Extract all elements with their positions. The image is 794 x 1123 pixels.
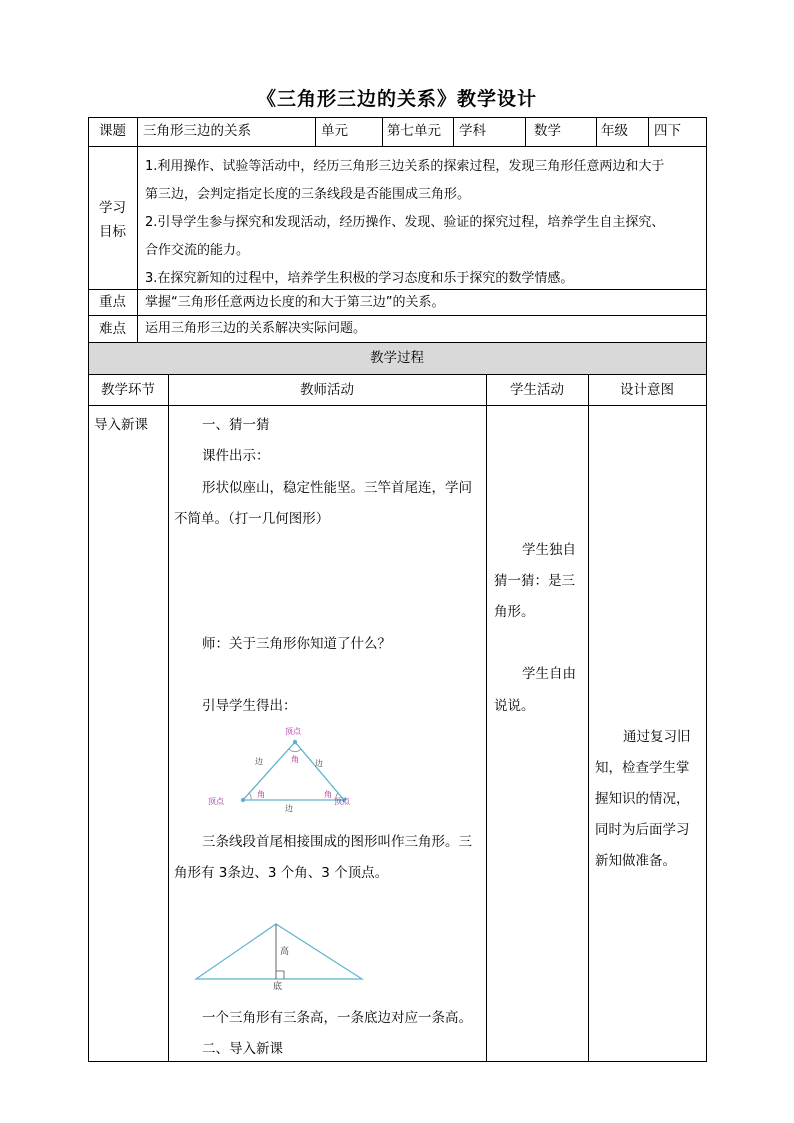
- goal-line: 2.引导学生参与探究和发现活动，经历操作、发现、验证的探究过程，培养学生自主探究、: [145, 215, 665, 230]
- goal-line: 第三边，会判定指定长度的三条线段是否能围成三角形。: [145, 187, 471, 202]
- subject-value: 数学: [534, 123, 561, 139]
- goal-line: 1.利用操作、试验等活动中，经历三角形三边关系的探索过程，发现三角形任意两边和大于: [145, 159, 665, 174]
- goals-label-line: 目标: [99, 224, 126, 240]
- intent-line: 知，检查学生掌: [595, 760, 690, 776]
- triangle-parts-diagram: [205, 722, 365, 814]
- teacher-line: 三条线段首尾相接围成的图形叫作三角形。三: [202, 834, 472, 850]
- intent-line: 通过复习旧: [623, 729, 691, 745]
- column-header-stage: 教学环节: [101, 382, 155, 398]
- topic-label: 课题: [99, 123, 126, 139]
- goals-label-line: 学习: [99, 200, 126, 216]
- vertex-label: 顶点: [285, 727, 301, 736]
- angle-arc: [249, 793, 251, 800]
- teacher-line: 师：关于三角形你知道了什么？: [202, 636, 391, 652]
- student-line: 学生独自: [522, 542, 576, 558]
- goal-line: 3.在探究新知的过程中，培养学生积极的学习态度和乐于探究的数学情感。: [145, 271, 574, 286]
- vertex-dot: [293, 740, 297, 744]
- teacher-line: 课件出示：: [202, 448, 270, 464]
- right-angle-mark: [276, 971, 284, 979]
- triangle-height-diagram: [192, 918, 366, 990]
- process-header: 教学过程: [370, 350, 424, 366]
- document-title: 《三角形三边的关系》教学设计: [256, 88, 537, 110]
- topic-value: 三角形三边的关系: [143, 123, 251, 139]
- key-point-label: 重点: [99, 294, 126, 310]
- vertex-label: 顶点: [334, 797, 350, 806]
- teacher-line: 形状似座山，稳定性能坚。三竿首尾连，学问: [202, 480, 472, 496]
- column-header-student: 学生活动: [510, 382, 564, 398]
- side-label: 边: [255, 757, 263, 766]
- angle-label: 角: [324, 790, 332, 799]
- teacher-line: 二、导入新课: [202, 1041, 283, 1057]
- teacher-line: 引导学生得出：: [202, 698, 297, 714]
- teacher-line: 一、猜一猜: [202, 417, 270, 433]
- teacher-line: 不简单。（打一几何图形）: [174, 511, 330, 527]
- difficulty-value: 运用三角形三边的关系解决实际问题。: [145, 321, 367, 336]
- difficulty-label: 难点: [99, 321, 126, 337]
- base-label: 底: [273, 982, 283, 990]
- key-point-value: 掌握“三角形任意两边长度的和大于第三边”的关系。: [145, 295, 445, 310]
- column-header-intent: 设计意图: [620, 382, 674, 398]
- grade-label: 年级: [601, 123, 628, 139]
- unit-label: 单元: [321, 123, 348, 139]
- grade-value: 四下: [654, 123, 681, 139]
- intent-line: 同时为后面学习: [595, 822, 690, 838]
- angle-label: 角: [257, 790, 265, 799]
- height-label: 高: [280, 947, 290, 957]
- intent-line: 握知识的情况，: [595, 791, 690, 807]
- column-header-teacher: 教师活动: [300, 382, 354, 398]
- teacher-line: 角形有 3条边、3 个角、3 个顶点。: [174, 865, 389, 881]
- teacher-line: 一个三角形有三条高，一条底边对应一条高。: [202, 1010, 472, 1026]
- side-label: 边: [315, 759, 323, 768]
- side-label: 边: [285, 804, 293, 813]
- vertex-dot: [241, 798, 245, 802]
- angle-arc: [289, 749, 301, 752]
- unit-value: 第七单元: [387, 123, 441, 139]
- student-line: 说说。: [494, 698, 535, 714]
- vertex-label: 顶点: [208, 797, 224, 806]
- student-line: 角形。: [494, 604, 535, 620]
- goal-line: 合作交流的能力。: [145, 243, 250, 258]
- goals-label: [88, 196, 137, 244]
- subject-label: 学科: [459, 123, 486, 139]
- student-line: 学生自由: [522, 666, 576, 682]
- angle-label: 角: [291, 755, 299, 764]
- student-line: 猜一猜：是三: [494, 573, 575, 589]
- stage-label: 导入新课: [94, 417, 148, 433]
- intent-line: 新知做准备。: [595, 853, 676, 869]
